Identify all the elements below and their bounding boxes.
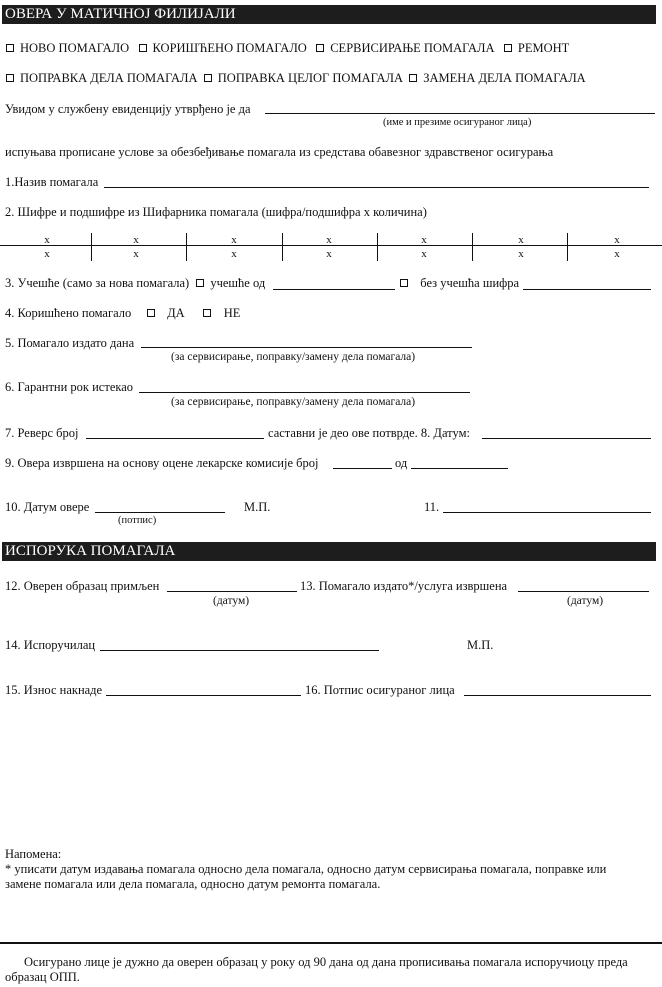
item-4-label: 4. Коришћено помагало (5, 306, 132, 320)
insured-name-field[interactable] (265, 113, 655, 114)
code-cell[interactable]: x (518, 248, 524, 260)
notes-title: Напомена: (5, 847, 62, 861)
code-cell[interactable]: x (231, 248, 237, 260)
grid-divider (91, 233, 92, 261)
option-label: КОРИШЋЕНО ПОМАГАЛО (152, 41, 307, 55)
code-cell[interactable]: x (614, 248, 620, 260)
checkbox-icon[interactable] (6, 44, 14, 52)
option-row-2 (6, 71, 586, 86)
option-label: ПОПРАВКА ДЕЛА ПОМАГАЛА (20, 71, 198, 85)
code-cell[interactable]: x (518, 234, 524, 246)
grid-divider (282, 233, 283, 261)
footer-divider (0, 942, 662, 944)
option-new-aid[interactable] (6, 41, 129, 55)
checkbox-icon[interactable] (6, 74, 14, 82)
code-cell[interactable]: x (44, 234, 50, 246)
item-3-with-label: учешће од (210, 276, 266, 290)
item-6-caption: (за сервисирање, поправку/замену дела помагала) (171, 396, 416, 408)
insured-signature-field[interactable] (464, 695, 651, 696)
code-cell[interactable]: x (614, 234, 620, 246)
aid-issued-field[interactable] (518, 591, 649, 592)
section-title-delivery: ИСПОРУКА ПОМАГАЛА (2, 542, 656, 561)
yes-label: ДА (167, 306, 185, 320)
conditions-text: испуњава прописане услове за обезбеђивање помагала из средстава обавезног здравственог осигурања (5, 145, 554, 159)
no-participation-code-field[interactable] (523, 289, 651, 290)
checkbox-icon[interactable] (147, 309, 155, 317)
grid-divider (472, 233, 473, 261)
item-14-label: 14. Испоручилац (5, 638, 96, 652)
item-12-caption: (датум) (213, 595, 250, 607)
grid-divider (377, 233, 378, 261)
item-12-label: 12. Оверен образац примљен (5, 579, 160, 593)
option-label: НОВО ПОМАГАЛО (20, 41, 130, 55)
no-label: НЕ (223, 306, 241, 320)
checkbox-icon[interactable] (316, 44, 324, 52)
item-13-label: 13. Помагало издато*/услуга извршена (300, 579, 508, 593)
code-cell[interactable]: x (326, 234, 332, 246)
item-10-label: 10. Датум овере (5, 500, 90, 514)
verification-date-field[interactable] (95, 512, 225, 513)
aid-name-field[interactable] (104, 187, 649, 188)
code-cell[interactable]: x (44, 248, 50, 260)
item-3-without-label: без учешћа шифра (420, 276, 520, 290)
commission-number-field[interactable] (333, 468, 392, 469)
item-16-label: 16. Потпис осигураног лица (305, 683, 455, 697)
checkbox-icon[interactable] (203, 309, 211, 317)
item-9-label: 9. Овера извршена на основу оцене лекарске комисије број (5, 456, 319, 470)
item-3-row (5, 276, 265, 291)
item-7-label: 7. Реверс број (5, 426, 79, 440)
item-2-label: 2. Шифре и подшифре из Шифарника помагала (шифра/подшифра х количина) (5, 205, 427, 219)
insight-label: Увидом у службену евиденцију утврђено је да (5, 102, 251, 116)
code-cell[interactable]: x (326, 248, 332, 260)
option-whole-repair[interactable] (204, 71, 403, 85)
stamp-label: М.П. (467, 638, 494, 652)
warranty-field[interactable] (139, 392, 470, 393)
option-row-1 (6, 41, 569, 56)
commission-date-field[interactable] (411, 468, 508, 469)
grid-divider (567, 233, 568, 261)
checkbox-icon[interactable] (139, 44, 147, 52)
insured-name-caption: (име и презиме осигураног лица) (383, 117, 532, 128)
code-cell[interactable]: x (421, 234, 427, 246)
checkbox-icon[interactable] (204, 74, 212, 82)
issued-date-field[interactable] (141, 347, 472, 348)
item-6-label: 6. Гарантни рок истекао (5, 380, 134, 394)
item-3-label: 3. Учешће (само за нова помагала) (5, 276, 190, 290)
code-cell[interactable]: x (231, 234, 237, 246)
form-received-field[interactable] (167, 591, 297, 592)
checkbox-icon[interactable] (400, 279, 408, 287)
option-overhaul[interactable] (504, 41, 569, 55)
participation-amount-field[interactable] (273, 289, 395, 290)
revers-number-field[interactable] (86, 438, 264, 439)
item-11-field[interactable] (443, 512, 651, 513)
item-10-caption: (потпис) (118, 515, 157, 526)
option-label: ПОПРАВКА ЦЕЛОГ ПОМАГАЛА (217, 71, 404, 85)
item-3-without (400, 276, 519, 291)
item-5-label: 5. Помагало издато дана (5, 336, 135, 350)
footer-line-2: образац ОПП. (5, 970, 80, 984)
code-cell[interactable]: x (133, 248, 139, 260)
option-label: СЕРВИСИРАЊЕ ПОМАГАЛА (330, 41, 495, 55)
footer-line-1: Осигурано лице је дужно да оверен образац у року од 90 дана од дана прописивања помагала испоручиоцу преда (24, 955, 628, 969)
supplier-field[interactable] (100, 650, 379, 651)
stamp-label: М.П. (244, 500, 271, 514)
item-13-caption: (датум) (567, 595, 604, 607)
item-7-mid: саставни је део ове потврде. 8. Датум: (268, 426, 470, 440)
checkbox-icon[interactable] (504, 44, 512, 52)
item-4-row (5, 306, 240, 321)
item-11-label: 11. (424, 500, 440, 514)
option-used-aid[interactable] (139, 41, 307, 55)
notes-line-1: * уписати датум издавања помагала односно дела помагала, односно датум сервисирања помагала, поправке или (5, 862, 607, 876)
item-9-from: од (395, 456, 408, 470)
option-label: ЗАМЕНА ДЕЛА ПОМАГАЛА (423, 71, 586, 85)
item-1-label: 1.Назив помагала (5, 175, 99, 189)
checkbox-icon[interactable] (196, 279, 204, 287)
code-cell[interactable]: x (133, 234, 139, 246)
grid-divider (186, 233, 187, 261)
code-cell[interactable]: x (421, 248, 427, 260)
item-15-label: 15. Износ накнаде (5, 683, 103, 697)
section-title-verification: ОВЕРА У МАТИЧНОЈ ФИЛИЈАЛИ (2, 5, 656, 24)
option-label: РЕМОНТ (517, 41, 570, 55)
item-5-caption: (за сервисирање, поправку/замену дела помагала) (171, 351, 416, 363)
option-part-replace[interactable] (409, 71, 585, 85)
date-field[interactable] (482, 438, 651, 439)
option-servicing[interactable] (316, 41, 494, 55)
option-part-repair[interactable] (6, 71, 198, 85)
fee-amount-field[interactable] (106, 695, 301, 696)
checkbox-icon[interactable] (409, 74, 417, 82)
notes-line-2: замене помагала или дела помагала, односно датум ремонта помагала. (5, 877, 381, 891)
